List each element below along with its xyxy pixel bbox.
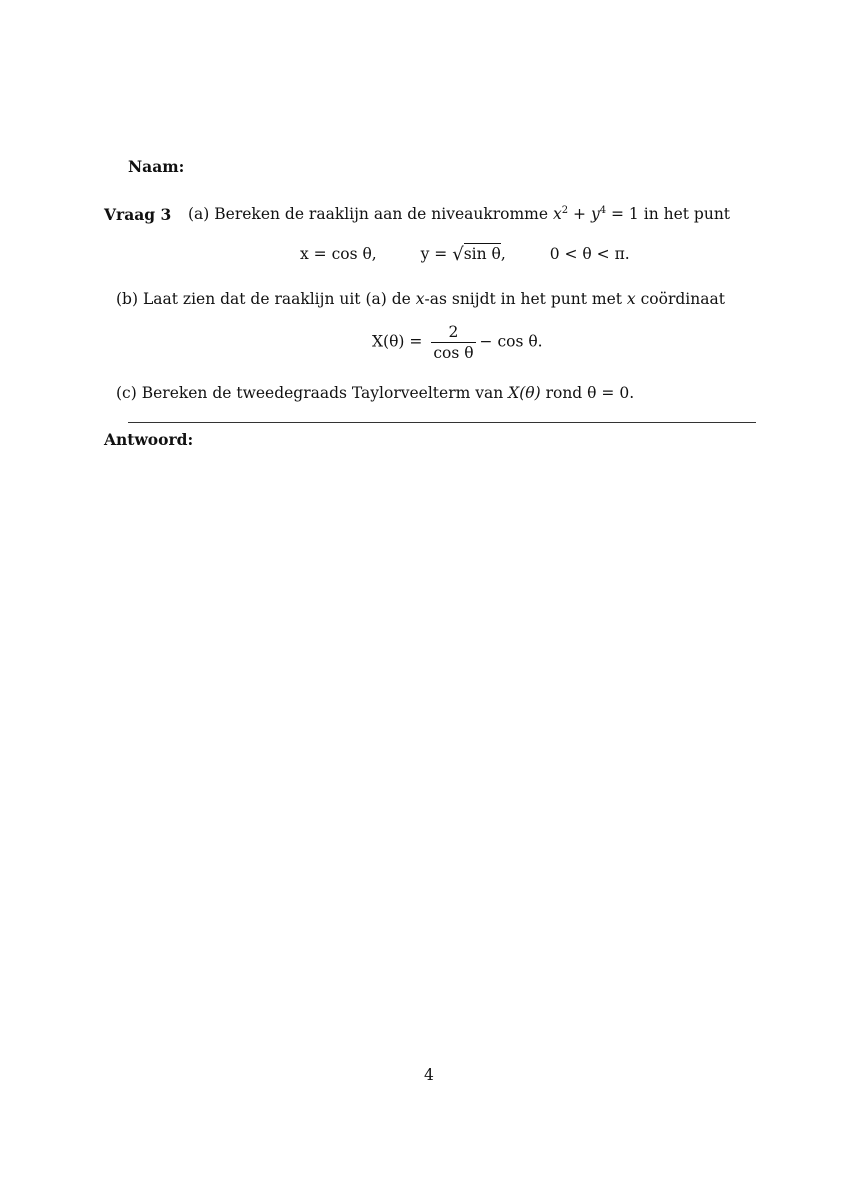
part-b-text-1: Laat zien dat de raaklijn uit (a) de bbox=[142, 290, 411, 308]
part-a-text-after: in het punt bbox=[643, 205, 731, 223]
eq-range: 0 < θ < π. bbox=[549, 245, 630, 263]
eq-y-comma: , bbox=[500, 245, 506, 263]
x-var-2: x bbox=[626, 290, 636, 308]
curve-exp-x: 2 bbox=[561, 205, 569, 216]
part-c-text-2: rond bbox=[545, 384, 583, 402]
part-c-func: X(θ) bbox=[508, 384, 541, 402]
horizontal-rule bbox=[128, 422, 756, 423]
eq-y-radicand: sin θ bbox=[463, 245, 501, 263]
part-b-marker: (b) bbox=[116, 290, 139, 308]
curve-x: x bbox=[552, 205, 562, 223]
fraction-denominator: cos θ bbox=[433, 344, 474, 362]
part-a-marker: (a) bbox=[188, 205, 210, 223]
eq-b-rest: − cos θ. bbox=[479, 332, 543, 351]
part-c-statement bbox=[116, 384, 634, 402]
question-label: Vraag 3 bbox=[104, 205, 172, 224]
name-label: Naam: bbox=[128, 157, 185, 176]
part-b-statement bbox=[116, 290, 725, 308]
fraction bbox=[431, 322, 475, 363]
x-var: x bbox=[415, 290, 425, 308]
curve-exp-y: 4 bbox=[599, 205, 607, 216]
part-b-text-3: coördinaat bbox=[640, 290, 725, 308]
curve-rhs: = 1 bbox=[606, 205, 639, 223]
answer-label: Antwoord: bbox=[104, 430, 194, 449]
part-c-marker: (c) bbox=[116, 384, 137, 402]
fraction-numerator: 2 bbox=[448, 323, 459, 341]
eq-b-lhs: X(θ) = bbox=[372, 332, 428, 351]
part-a-text: Bereken de raaklijn aan de niveaukromme bbox=[214, 205, 549, 223]
equation-a bbox=[300, 243, 630, 264]
sqrt-symbol: √sin θ bbox=[452, 244, 501, 265]
curve-plus: + bbox=[568, 205, 591, 223]
part-a-statement bbox=[188, 205, 730, 223]
eq-x: x = cos θ, bbox=[300, 245, 377, 263]
part-c-text-1: Bereken de tweedegraads Taylorveelterm van bbox=[141, 384, 504, 402]
curve-y: y bbox=[590, 205, 600, 223]
part-b-text-2: -as snijdt in het punt met bbox=[424, 290, 622, 308]
eq-y-lhs: y = bbox=[420, 245, 453, 263]
page-number: 4 bbox=[424, 1066, 434, 1084]
equation-b bbox=[372, 322, 543, 363]
part-c-cond: θ = 0. bbox=[587, 384, 635, 402]
